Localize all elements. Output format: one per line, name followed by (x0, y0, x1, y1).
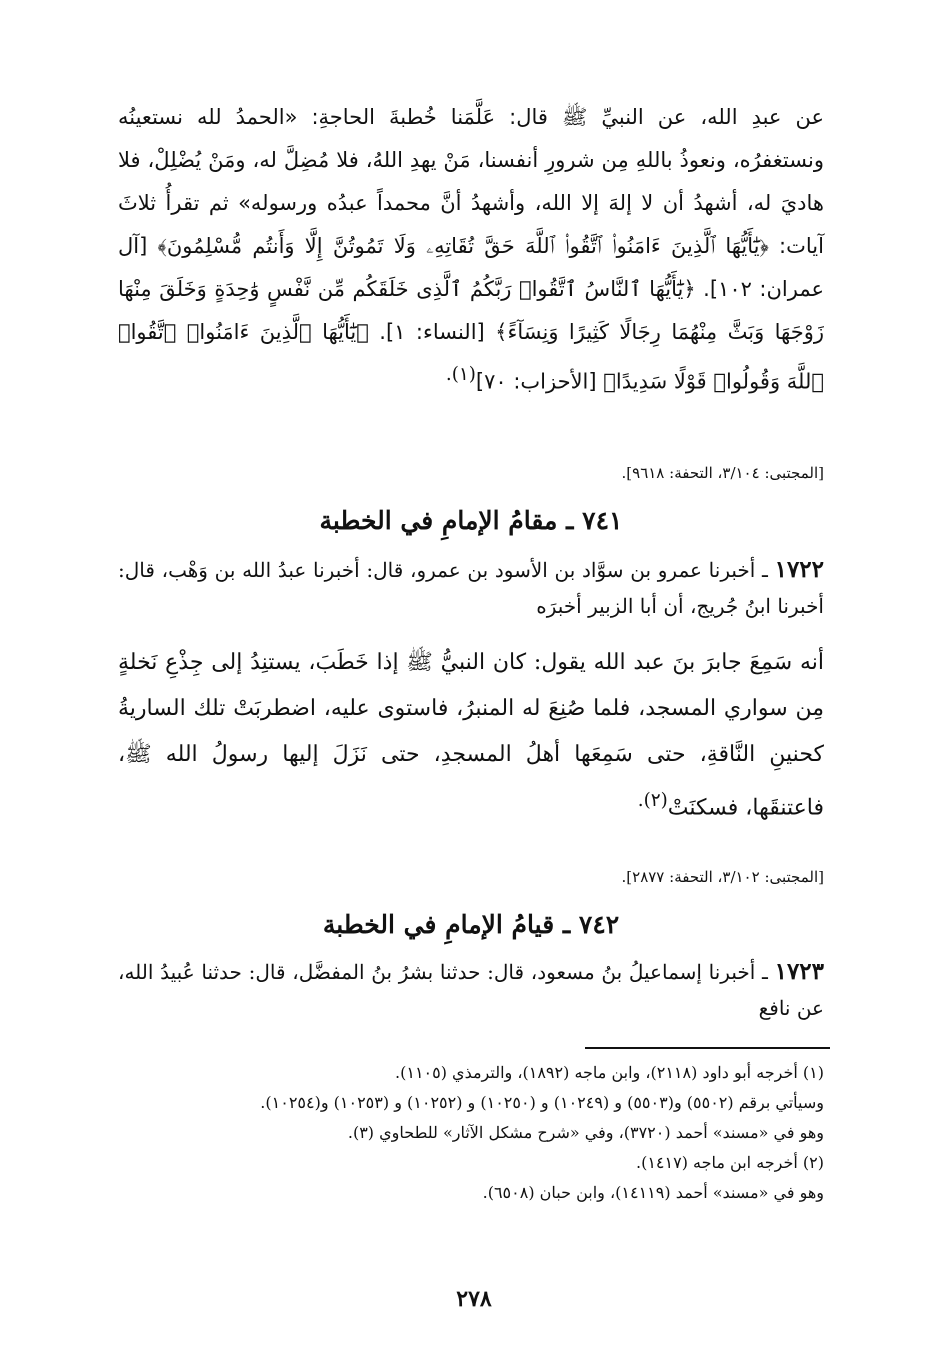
hadith-1722-isnad (118, 552, 824, 624)
hadith-number: ١٧٢٣ (774, 958, 825, 985)
intro-text: عن عبدِ الله، عن النبيِّ ﷺ قال: عَلَّمَنا خُطبةَ الحاجةِ: «الحمدُ لله نستعينُه ونستغفرُه، ونعوذُ باللهِ مِن شرورِ أنفسنا، مَنْ يهدِ اللهُ، فلا مُضِلَّ له، ومَنْ يُضْلِلْ، فلا هاديَ له، أشهدُ أن لا إلهَ إلا الله، وأشهدُ أنَّ محمداً عبدُه ورسوله» ثم تقرأُ ثلاثَ آيات: ﴿يَٰٓأَيُّهَا ٱلَّذِينَ ءَامَنُوا۟ ٱتَّقُوا۟ ٱللَّهَ حَقَّ تُقَاتِهِۦ وَلَا تَمُوتُنَّ إِلَّا وَأَنتُم مُّسْلِمُونَ﴾ [آل عمران: ١٠٢]. ﴿يَٰٓأَيُّهَا ٱلنَّاسُ ٱتَّقُوا۟ رَبَّكُمُ ٱلَّذِى خَلَقَكُم مِّن نَّفْسٍ وَٰحِدَةٍ وَخَلَقَ مِنْهَا زَوْجَهَا وَبَثَّ مِنْهُمَا رِجَالًا كَثِيرًا وَنِسَآءً﴾ [النساء: ١]. ﴿يَٰٓأَيُّهَا ٱلَّذِينَ ءَامَنُوا۟ ٱتَّقُوا۟ ٱللَّهَ وَقُولُوا۟ قَوْلًا سَدِيدًا﴾ [الأحزاب: ٧٠] (118, 105, 825, 394)
hadith-matn-text: أنه سَمِعَ جابرَ بنَ عبد الله يقول: كان النبيُّ ﷺ إذا خَطَبَ، يستنِدُ إلى جِذْعِ نَخلةٍ مِن سواري المسجد، فلما صُنِعَ له المنبرُ، فاستوى عليه، اضطربَتْ تلك الساريةُ كحنينِ النَّاقةِ، حتى سَمِعَها أهلُ المسجدِ، حتى نَزَلَ إليها رسولُ الله ﷺ، فاعتنقَها، فسكنَتْ (118, 650, 825, 821)
hadith-isnad-text: ـ أخبرنا إسماعيلُ بنُ مسعود، قال: حدثنا بشرُ بنُ المفضَّل، قال: حدثنا عُبيدُ الله، عن نافع (118, 960, 824, 1020)
footnote-line: وسيأتي برقم (٥٥٠٢) و(٥٥٠٣) و (١٠٢٤٩) و (١٠٢٥٠) و (١٠٢٥٢) و (١٠٢٥٣) و(١٠٢٥٤). (260, 1093, 824, 1112)
footnote-line: (١) أخرجه أبو داود (٢١١٨)، وابن ماجه (١٨٩٢)، والترمذي (١١٠٥). (395, 1063, 824, 1082)
hadith-number: ١٧٢٢ (774, 556, 825, 583)
footnote-separator (585, 1047, 830, 1049)
footnote-marker-2: (٢). (637, 790, 668, 811)
chapter-title-742: ٧٤٢ ـ قيامُ الإمامِ في الخطبة (322, 910, 620, 939)
footnote-line: (٢) أخرجه ابن ماجه (١٤١٧). (636, 1153, 824, 1172)
hadith-isnad-text: ـ أخبرنا عمرو بن سوَّاد بن الأسود بن عمرو، قال: أخبرنا عبدُ الله بن وَهْب، قال: أخبرنا ابنُ جُريج، أن أبا الزبير أخبرَه (118, 558, 824, 618)
footnote-marker-1: (١). (445, 364, 476, 385)
footnotes (118, 1058, 824, 1208)
footnote-line: وهو في «مسند» أحمد (٣٧٢٠)، وفي «شرح مشكل الآثار» للطحاوي (٣). (347, 1123, 824, 1142)
chapter-title-741: ٧٤١ ـ مقامُ الإمامِ في الخطبة (319, 506, 623, 535)
footnote-line: وهو في «مسند» أحمد (١٤١١٩)، وابن حبان (٦٥٠٨). (482, 1183, 824, 1202)
hadith-1723-isnad (118, 954, 824, 1026)
source-reference-2: [المجتبى: ٣/١٠٢، التحفة: ٢٨٧٧]. (621, 868, 824, 886)
page-number: ٢٧٨ (456, 1286, 492, 1312)
hadith-1722-matn (118, 640, 824, 831)
intro-paragraph (118, 96, 824, 403)
source-reference-1: [المجتبى: ٣/١٠٤، التحفة: ٩٦١٨]. (621, 464, 824, 482)
